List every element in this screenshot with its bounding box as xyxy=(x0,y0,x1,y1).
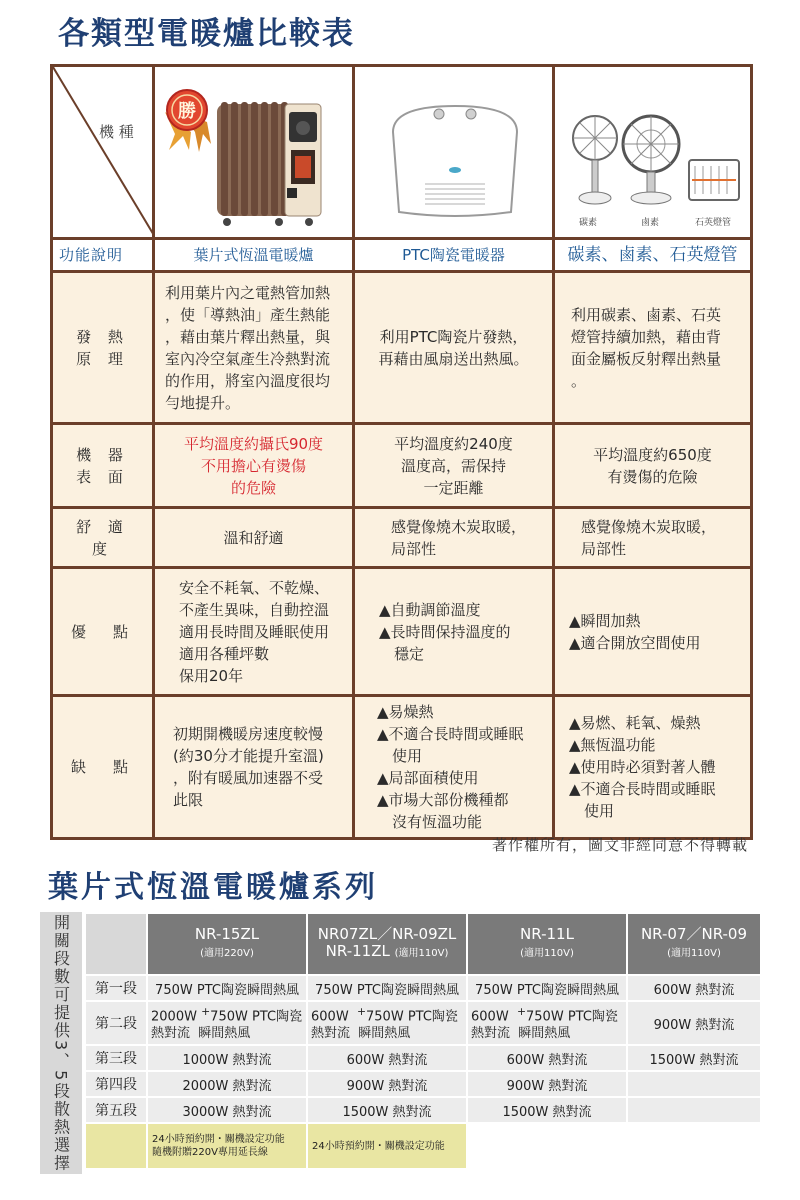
column-header-ptc: PTC陶瓷電暖器 xyxy=(354,239,554,272)
row-label: 缺 點 xyxy=(52,696,154,839)
header-corner-cell xyxy=(52,66,154,239)
cell-lamp: ▲易燃、耗氧、燥熱 ▲無恆溫功能 ▲使用時必須對著人體 ▲不適合長時間或睡眠 使用 xyxy=(554,696,752,839)
note-cell: 24小時預約開・關機設定功能 隨機附贈220V專用延長線 xyxy=(147,1123,307,1169)
cell-lamp: 利用碳素、鹵素、石英 燈管持續加熱，藉由背 面金屬板反射釋出熱量 。 xyxy=(554,272,752,424)
lamp-heaters-icon xyxy=(555,72,753,232)
winner-badge-text: 勝 xyxy=(178,101,196,122)
spec-cell: 600W +750W PTC陶瓷 熱對流 瞬間熱風 xyxy=(307,1001,467,1045)
cell-oil: 安全不耗氧、不乾燥、 不產生異味，自動控溫 適用長時間及睡眠使用 適用各種坪數 保用20年 xyxy=(154,568,354,696)
model-header: NR-07／NR-09 (適用110V) xyxy=(627,913,761,975)
spec-cell: 1500W 熱對流 xyxy=(467,1097,627,1123)
spec-row-notes xyxy=(85,1123,761,1169)
cell-lamp: 平均溫度約650度 有燙傷的危險 xyxy=(554,424,752,508)
model-header: NR07ZL／NR-09ZL NR-11ZL (適用110V) xyxy=(307,913,467,975)
carbon-heater-icon xyxy=(573,116,617,204)
spec-row-step5 xyxy=(85,1097,761,1123)
spec-cell: 600W 熱對流 xyxy=(627,975,761,1001)
spec-cell-empty xyxy=(627,1097,761,1123)
row-machine-surface xyxy=(52,424,752,508)
comparison-table xyxy=(50,64,753,840)
step-label: 第二段 xyxy=(85,1001,147,1045)
step-label: 第三段 xyxy=(85,1045,147,1071)
lamp-heater-image-cell xyxy=(554,66,752,239)
lamp-type-halogen: 鹵素 xyxy=(641,218,660,228)
spec-cell: 600W +750W PTC陶瓷 熱對流 瞬間熱風 xyxy=(467,1001,627,1045)
note-cell: 24小時預約開・關機設定功能 xyxy=(307,1123,467,1169)
spec-cell: 600W 熱對流 xyxy=(467,1045,627,1071)
oil-heater-icon xyxy=(217,102,321,226)
spec-cell: 750W PTC陶瓷瞬間熱風 xyxy=(467,975,627,1001)
cell-ptc: 感覺像燒木炭取暖， 局部性 xyxy=(354,508,554,568)
halogen-heater-icon xyxy=(623,116,679,204)
spec-cell: 600W 熱對流 xyxy=(307,1045,467,1071)
spec-cell: 2000W 熱對流 xyxy=(147,1071,307,1097)
lamp-type-carbon: 碳素 xyxy=(579,218,598,228)
cell-oil: 初期開機暖房速度較慢 (約30分才能提升室溫) ，附有暖風加速器不受 此限 xyxy=(154,696,354,839)
series-title: 葉片式恆溫電暖爐系列 xyxy=(48,870,378,905)
spec-row-step4 xyxy=(85,1071,761,1097)
cell-oil: 平均溫度約攝氏90度 不用擔心有燙傷 的危險 xyxy=(154,424,354,508)
step-label: 第一段 xyxy=(85,975,147,1001)
spec-cell: 750W PTC陶瓷瞬間熱風 xyxy=(147,975,307,1001)
step-label: 第四段 xyxy=(85,1071,147,1097)
step-label: 第五段 xyxy=(85,1097,147,1123)
diagonal-divider xyxy=(53,67,155,237)
spec-cell: 1000W 熱對流 xyxy=(147,1045,307,1071)
cell-lamp: 感覺像燒木炭取暖， 局部性 xyxy=(554,508,752,568)
note-cell-empty xyxy=(85,1123,147,1169)
row-label: 發 熱 原 理 xyxy=(52,272,154,424)
note-cell-empty xyxy=(467,1123,627,1169)
quartz-heater-icon xyxy=(689,160,739,200)
cell-ptc: ▲易燥熱 ▲不適合長時間或睡眠 使用 ▲局部面積使用 ▲市場大部份機種都 沒有恆溫功能 xyxy=(354,696,554,839)
oil-heater-image xyxy=(155,72,355,232)
row-label: 舒 適 度 xyxy=(52,508,154,568)
spec-cell: 1500W 熱對流 xyxy=(627,1045,761,1071)
spec-cell: 3000W 熱對流 xyxy=(147,1097,307,1123)
oil-heater-image-cell xyxy=(154,66,354,239)
spec-side-label: 開關段數可提供3、5段散熱選擇 xyxy=(40,912,82,1174)
spec-cell: 900W 熱對流 xyxy=(467,1071,627,1097)
spec-cell-empty xyxy=(627,1071,761,1097)
spec-cell: 900W 熱對流 xyxy=(627,1001,761,1045)
cell-oil: 利用葉片內之電熱管加熱 ，使「導熱油」產生熱能 ，藉由葉片釋出熱量，與 室內冷空氣產生冷熱對流 的作用，將室內溫度很均 勻地提升。 xyxy=(154,272,354,424)
row-disadvantages xyxy=(52,696,752,839)
cell-ptc: ▲自動調節溫度 ▲長時間保持溫度的 穩定 xyxy=(354,568,554,696)
row-advantages xyxy=(52,568,752,696)
spec-cell: 2000W +750W PTC陶瓷 熱對流 瞬間熱風 xyxy=(147,1001,307,1045)
spec-cell: 750W PTC陶瓷瞬間熱風 xyxy=(307,975,467,1001)
column-header-oil: 葉片式恆溫電暖爐 xyxy=(154,239,354,272)
lamp-type-quartz: 石英燈管 xyxy=(695,218,732,228)
cell-lamp: ▲瞬間加熱 ▲適合開放空間使用 xyxy=(554,568,752,696)
cell-oil: 溫和舒適 xyxy=(154,508,354,568)
spec-row-step2 xyxy=(85,1001,761,1045)
row-comfort xyxy=(52,508,752,568)
cell-ptc: 平均溫度約240度 溫度高，需保持 一定距離 xyxy=(354,424,554,508)
machine-label: 機 種 xyxy=(99,123,134,141)
model-header: NR-15ZL (適用220V) xyxy=(147,913,307,975)
ptc-heater-image-cell xyxy=(354,66,554,239)
spec-table xyxy=(84,912,762,1170)
spec-cell: 1500W 熱對流 xyxy=(307,1097,467,1123)
spec-row-step1 xyxy=(85,975,761,1001)
column-header-lamp: 碳素、鹵素、石英燈管 xyxy=(554,239,752,272)
row-label: 機 器 表 面 xyxy=(52,424,154,508)
row-label: 優 點 xyxy=(52,568,154,696)
ptc-heater-icon xyxy=(355,72,555,232)
model-header: NR-11L (適用110V) xyxy=(467,913,627,975)
row-heating-principle xyxy=(52,272,752,424)
spec-row-step3 xyxy=(85,1045,761,1071)
spec-corner xyxy=(85,913,147,975)
page-title: 各類型電暖爐比較表 xyxy=(58,16,355,52)
function-label: 功能說明 xyxy=(52,239,154,272)
note-cell-empty xyxy=(627,1123,761,1169)
copyright-notice: 著作權所有，圖文非經同意不得轉載 xyxy=(491,836,748,854)
spec-cell: 900W 熱對流 xyxy=(307,1071,467,1097)
cell-ptc: 利用PTC陶瓷片發熱， 再藉由風扇送出熱風。 xyxy=(354,272,554,424)
